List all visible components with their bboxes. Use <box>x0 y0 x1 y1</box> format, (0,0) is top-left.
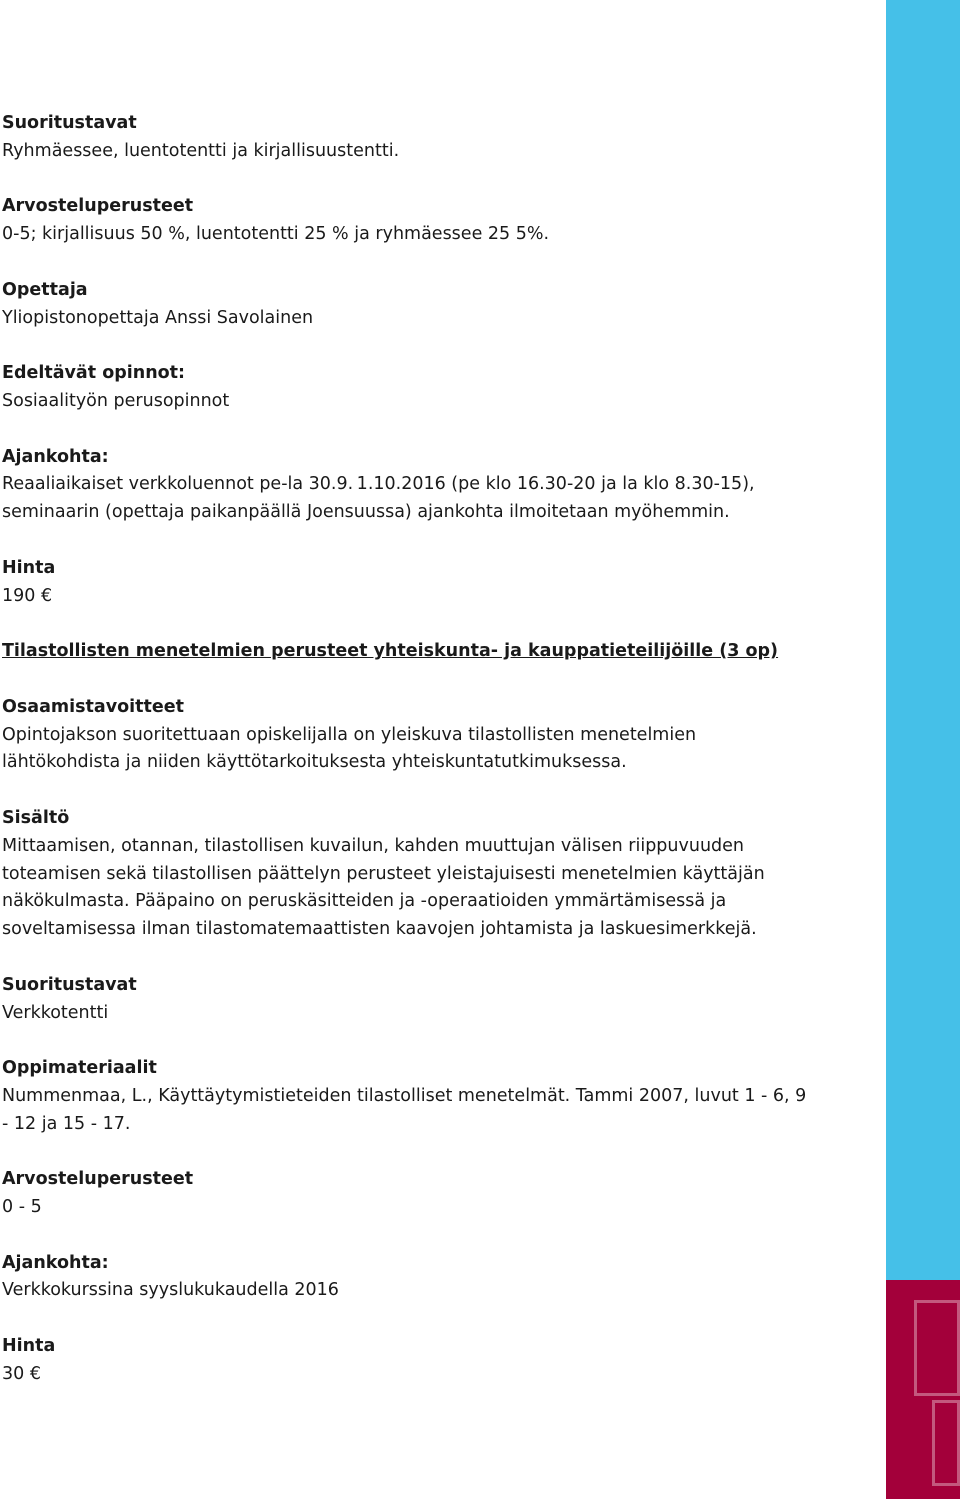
section-hinta <box>2 555 872 611</box>
section-text: Verkkokurssina syyslukukaudella 2016 <box>2 1280 339 1301</box>
side-band-red <box>886 1280 960 1499</box>
section-oppimateriaalit <box>2 1055 872 1138</box>
section-heading: Suoritustavat <box>2 113 137 133</box>
document-body <box>2 110 872 1389</box>
section-heading: Edeltävät opinnot: <box>2 363 186 384</box>
section-text: 0-5; kirjallisuus 50 %, luentotentti 25 % ja ryhmäessee 25 5%. <box>2 224 550 245</box>
section-text: 30 € <box>2 1363 41 1384</box>
section-text: lähtökohdista ja niiden käyttötarkoituksesta yhteiskuntatutkimuksessa. <box>2 752 627 773</box>
section-ajankohta <box>2 444 872 527</box>
section-text: Reaaliaikaiset verkkoluennot pe-la 30.9. 1.10.2016 (pe klo 16.30‑20 ja la klo 8.30‑15), <box>2 474 755 495</box>
section-heading: Suoritustavat <box>2 974 137 995</box>
decorative-side-band <box>886 0 960 1499</box>
section-text: Verkkotentti <box>2 1002 109 1023</box>
section-suoritustavat <box>2 110 872 166</box>
course-title-block <box>2 638 872 666</box>
section-heading: Arvosteluperusteet <box>2 1169 194 1190</box>
section-text: 0 - 5 <box>2 1197 42 1218</box>
section-heading: Ajankohta: <box>2 446 109 467</box>
section-sisalto <box>2 805 872 944</box>
section-text: seminaarin (opettaja paikanpäällä Joensuussa) ajankohta ilmoitetaan myöhemmin. <box>2 502 730 523</box>
course-title: Tilastollisten menetelmien perusteet yhteiskunta- ja kauppatieteilijöille (3 op) <box>2 641 779 662</box>
section-text: näkökulmasta. Pääpaino on peruskäsitteiden ja -operaatioiden ymmärtämisessä ja <box>2 891 727 912</box>
section-text: Ryhmäessee, luentotentti ja kirjallisuustentti. <box>2 140 400 161</box>
section-text: 190 € <box>2 585 53 606</box>
section-ajankohta-2 <box>2 1250 872 1306</box>
section-heading: Opettaja <box>2 279 88 300</box>
side-band-ornament <box>932 1400 960 1486</box>
section-hinta-2 <box>2 1333 872 1389</box>
section-osaamistavoitteet <box>2 694 872 777</box>
section-text: Opintojakson suoritettuaan opiskelijalla on yleiskuva tilastollisten menetelmien <box>2 724 697 745</box>
section-heading: Hinta <box>2 557 56 578</box>
section-arvosteluperusteet-2 <box>2 1166 872 1222</box>
section-arvosteluperusteet <box>2 193 872 249</box>
section-text: Mittaamisen, otannan, tilastollisen kuvailun, kahden muuttujan välisen riippuvuuden <box>2 835 745 856</box>
section-heading: Arvosteluperusteet <box>2 196 194 217</box>
section-heading: Ajankohta: <box>2 1252 109 1273</box>
section-heading: Sisältö <box>2 807 70 828</box>
section-text: toteamisen sekä tilastollisen päättelyn perusteet yleistajuisesti menetelmien käyttäjän <box>2 863 765 884</box>
section-text: Yliopistonopettaja Anssi Savolainen <box>2 307 314 328</box>
side-band-blue <box>886 0 960 1280</box>
section-opettaja <box>2 277 872 333</box>
section-edeltavat-opinnot <box>2 360 872 416</box>
section-text: soveltamisessa ilman tilastomatemaattisten kaavojen johtamista ja laskuesimerkkejä. <box>2 919 757 940</box>
section-suoritustavat-2 <box>2 972 872 1028</box>
section-heading: Hinta <box>2 1336 56 1357</box>
section-heading: Osaamistavoitteet <box>2 696 184 717</box>
section-text: Sosiaalityön perusopinnot <box>2 390 230 411</box>
section-text: Nummenmaa, L., Käyttäytymistieteiden tilastolliset menetelmät. Tammi 2007, luvut 1 - 6, 9 <box>2 1085 807 1106</box>
section-heading: Oppimateriaalit <box>2 1058 157 1079</box>
section-text: - 12 ja 15 - 17. <box>2 1113 131 1134</box>
side-band-ornament <box>914 1300 960 1396</box>
